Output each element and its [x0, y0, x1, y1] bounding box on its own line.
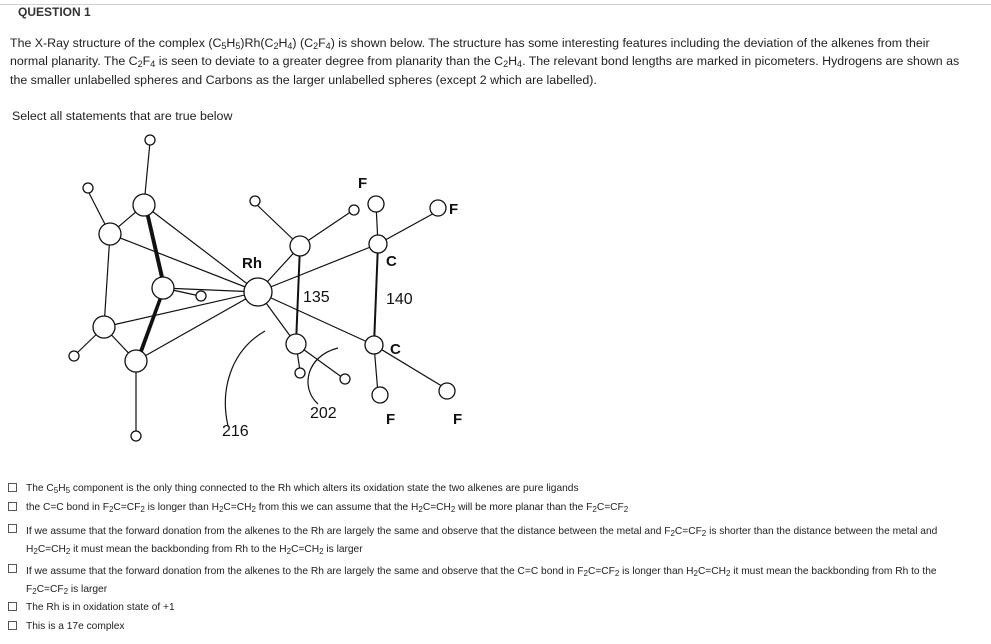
structure-svg — [60, 126, 463, 456]
molecule-structure-figure — [60, 126, 463, 456]
rh-label: Rh — [242, 255, 262, 272]
atoms — [69, 135, 455, 441]
carbon-label-top: C — [386, 253, 397, 270]
option-2[interactable] — [8, 501, 978, 523]
option-1-label: The $C_5H_5$ component is the only thing connected to the Rh which alters its oxidation state the two alkenes are pure ligands — [26, 483, 579, 495]
option-6[interactable] — [8, 620, 978, 636]
option-2-label: the C=C bond in $F_2C=CF_2$ is longer than $H_2C=CH_2$ from this we can assume that the $H_2C=CH_2$ will be more planar than the $F_2C=CF_2$ — [26, 502, 629, 514]
bond-label-140: 140 — [386, 291, 413, 308]
option-3-label: If we assume that the forward donation from the alkenes to the Rh are largely the same and observe that the distance between the metal and $F_2C=CF_2$ is shorter than the distance between the metal and $H_2C=CH_2$ it must mean the backbonding from Rh to the $H_2C=CH_2$ is larger — [26, 526, 938, 556]
option-1[interactable] — [8, 482, 978, 501]
option-4-checkbox[interactable] — [8, 564, 17, 573]
question-header — [0, 0, 991, 22]
fluorine-label-bottom: F — [386, 411, 396, 428]
fluorine-label-top: F — [358, 175, 368, 192]
option-1-checkbox[interactable] — [8, 483, 17, 492]
bond-label-135: 135 — [303, 289, 330, 306]
option-2-checkbox[interactable] — [8, 502, 17, 511]
fluorine-label-bottom-right: F — [453, 411, 463, 428]
bond-label-202: 202 — [310, 405, 337, 422]
option-3[interactable] — [8, 523, 978, 563]
question-prompt: The X-Ray structure of the complex $(C_5H_5)Rh(C_2H_4)$ $(C_2F_4)$ is shown below. The structure has some interesting features including the deviation of the alkenes from their normal planarity. The $C_2F_4$ is seen to deviate to a greater degree from planarity than the $C_2H_4$. The relevant bond lengths are marked in picometers. Hydrogens are shown as the smaller unlabelled spheres and Carbons as the larger unlabelled spheres (except 2 which are labelled). — [10, 36, 960, 87]
answer-options — [8, 482, 978, 636]
option-4[interactable] — [8, 563, 978, 601]
header-divider — [0, 4, 991, 5]
fluorine-label-right: F — [449, 201, 459, 218]
question-title: QUESTION 1 — [18, 5, 91, 19]
instruction-text: Select all statements that are true below — [12, 109, 233, 123]
bond-label-216: 216 — [222, 423, 249, 440]
option-4-label: If we assume that the forward donation from the alkenes to the Rh are largely the same and observe that the C=C bond in $F_2C=CF_2$ is longer than $H_2C=CH_2$ it must mean the backbonding from Rh to the $F_2C=CF_2$ is larger — [26, 566, 937, 596]
carbon-label-bottom: C — [390, 341, 401, 358]
option-6-label: This is a 17e complex — [26, 621, 125, 632]
option-6-checkbox[interactable] — [8, 621, 17, 630]
option-5[interactable] — [8, 601, 978, 620]
option-5-checkbox[interactable] — [8, 602, 17, 611]
option-5-label: The Rh is in oxidation state of +1 — [26, 602, 175, 613]
bond-length-labels — [222, 289, 413, 440]
option-3-checkbox[interactable] — [8, 524, 17, 533]
